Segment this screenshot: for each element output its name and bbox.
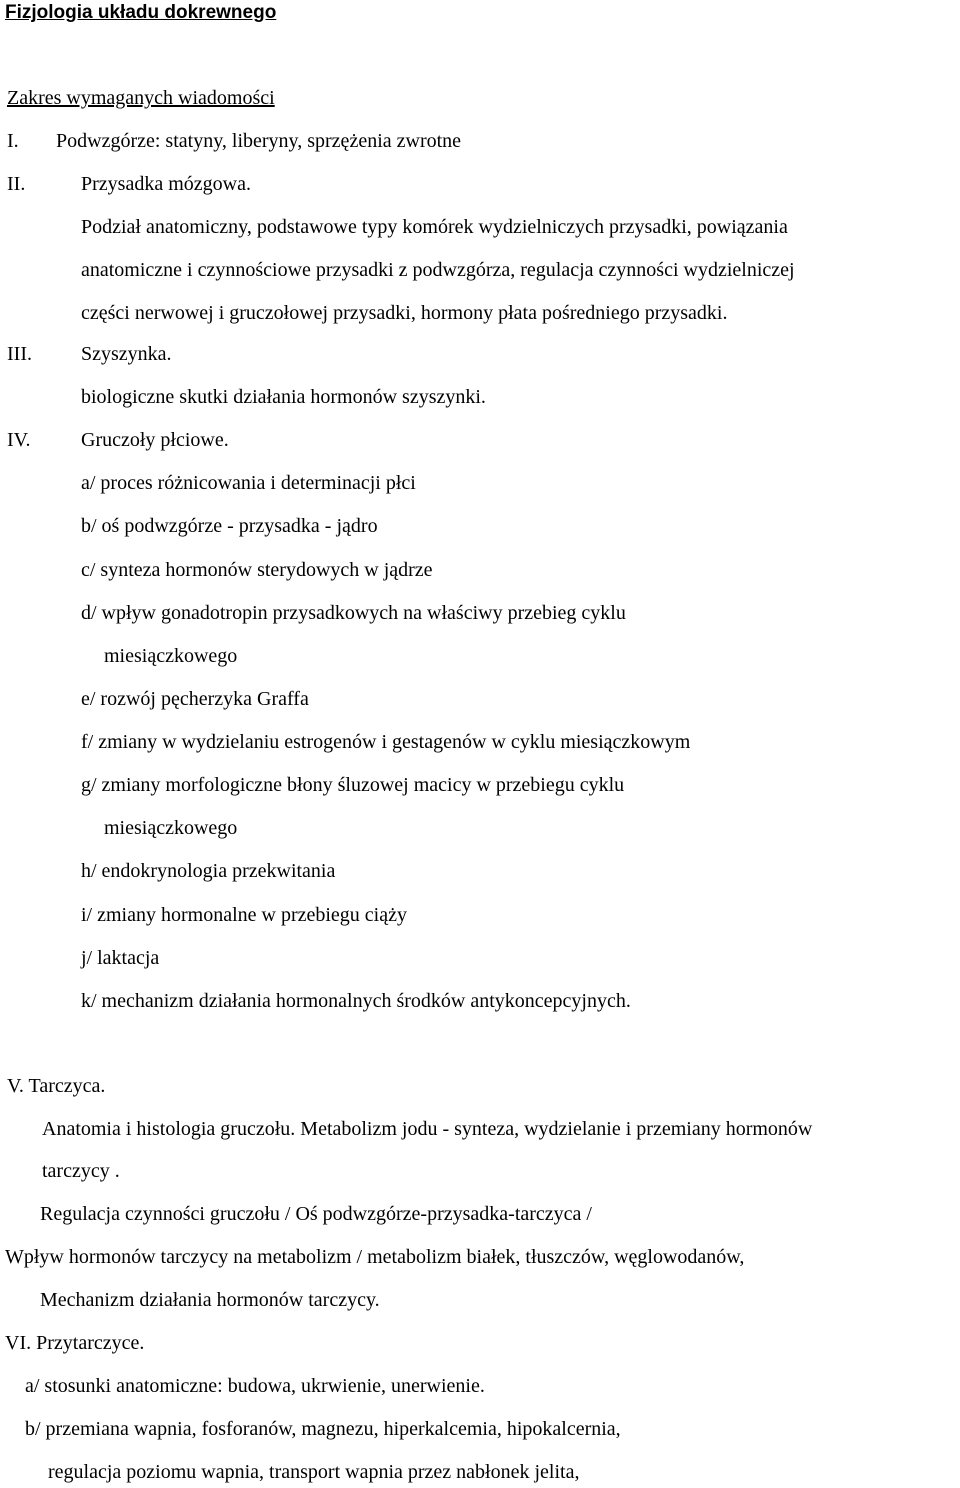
section-3-heading: Szyszynka.: [81, 343, 172, 365]
document-title: Fizjologia układu dokrewnego: [5, 2, 277, 23]
section-4-item-continuation: miesiączkowego: [104, 817, 238, 839]
section-2-body-line: części nerwowej i gruczołowej przysadki, hormony płata pośredniego przysadki.: [81, 302, 728, 324]
section-4-item: g/ zmiany morfologiczne błony śluzowej macicy w przebiegu cyklu: [81, 774, 625, 796]
section-5-body-line: Mechanizm działania hormonów tarczycy.: [40, 1289, 380, 1311]
section-4-item: i/ zmiany hormonalne w przebiegu ciąży: [81, 904, 407, 926]
section-2-body-line: Podział anatomiczny, podstawowe typy komórek wydzielniczych przysadki, powiązania: [81, 216, 788, 238]
section-1-numeral: I.: [7, 130, 19, 152]
section-4-heading: Gruczoły płciowe.: [81, 429, 229, 451]
section-4-item: a/ proces różnicowania i determinacji płci: [81, 472, 416, 494]
section-3-body-line: biologiczne skutki działania hormonów szyszynki.: [81, 386, 486, 408]
section-4-item: d/ wpływ gonadotropin przysadkowych na właściwy przebieg cyklu: [81, 602, 626, 624]
section-4-item: k/ mechanizm działania hormonalnych środków antykoncepcyjnych.: [81, 990, 631, 1012]
section-3-numeral: III.: [7, 343, 32, 365]
section-6-body-line: a/ stosunki anatomiczne: budowa, ukrwienie, unerwienie.: [25, 1375, 485, 1397]
document-subtitle: Zakres wymaganych wiadomości: [7, 87, 275, 109]
section-4-item: c/ synteza hormonów sterydowych w jądrze: [81, 559, 433, 581]
section-5-body-line: Wpływ hormonów tarczycy na metabolizm / metabolizm białek, tłuszczów, węglowodanów,: [5, 1246, 745, 1268]
section-6-body-line: b/ przemiana wapnia, fosforanów, magnezu, hiperkalcemia, hipokalcernia,: [25, 1418, 621, 1440]
section-2-body-line: anatomiczne i czynnościowe przysadki z podwzgórza, regulacja czynności wydzielniczej: [81, 259, 795, 281]
section-2-numeral: II.: [7, 173, 26, 195]
section-4-item-continuation: miesiączkowego: [104, 645, 238, 667]
section-5-heading: V. Tarczyca.: [7, 1075, 106, 1097]
section-2-heading: Przysadka mózgowa.: [81, 173, 251, 195]
section-5-body-line: tarczycy .: [42, 1160, 120, 1182]
section-4-item: e/ rozwój pęcherzyka Graffa: [81, 688, 309, 710]
section-4-numeral: IV.: [7, 429, 31, 451]
section-4-item: j/ laktacja: [81, 947, 160, 969]
section-5-body-line: Anatomia i histologia gruczołu. Metabolizm jodu - synteza, wydzielanie i przemiany hormonów: [42, 1118, 813, 1140]
section-6-body-line: regulacja poziomu wapnia, transport wapnia przez nabłonek jelita,: [48, 1461, 580, 1483]
section-1-heading: Podwzgórze: statyny, liberyny, sprzężenia zwrotne: [56, 130, 462, 152]
section-4-item: f/ zmiany w wydzielaniu estrogenów i gestagenów w cyklu miesiączkowym: [81, 731, 691, 753]
section-4-item: h/ endokrynologia przekwitania: [81, 860, 336, 882]
section-6-heading: VI. Przytarczyce.: [5, 1332, 145, 1354]
section-4-item: b/ oś podwzgórze - przysadka - jądro: [81, 515, 378, 537]
section-5-body-line: Regulacja czynności gruczołu / Oś podwzgórze-przysadka-tarczyca /: [40, 1203, 592, 1225]
